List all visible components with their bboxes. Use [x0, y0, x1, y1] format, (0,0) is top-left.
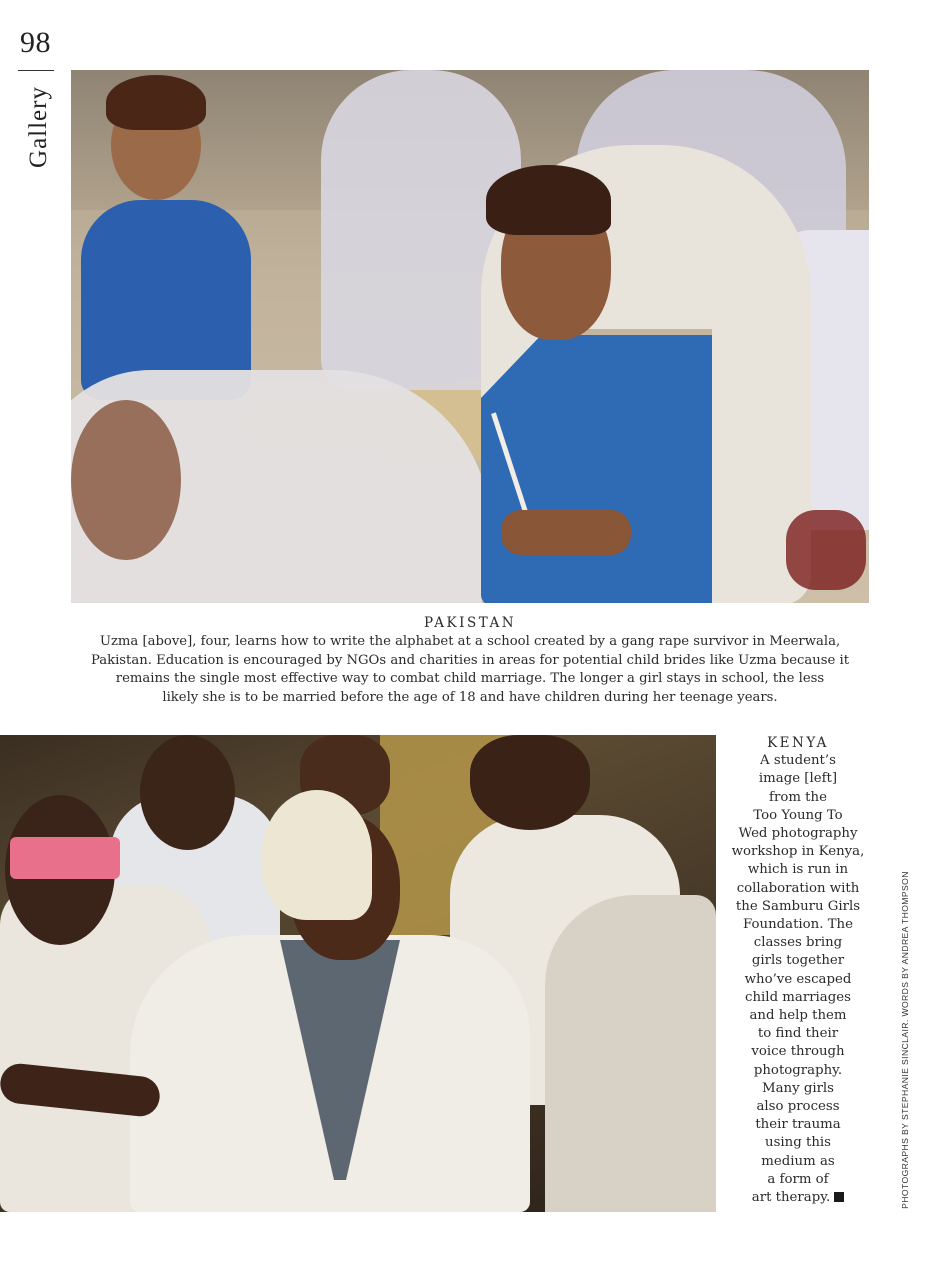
end-mark-icon	[834, 1192, 844, 1202]
kenya-caption-line: voice through	[751, 1044, 845, 1060]
photo-boy-hair	[106, 75, 206, 130]
kenya-caption-line: and help them	[749, 1008, 847, 1024]
kenya-caption-last-line	[728, 1189, 868, 1207]
pakistan-caption	[70, 614, 870, 707]
photo-girl-right-head	[470, 735, 590, 830]
photo-foreground-face	[71, 400, 181, 560]
pakistan-photo	[71, 70, 869, 603]
section-label	[19, 82, 59, 172]
kenya-caption-line: Many girls	[761, 1080, 835, 1096]
kenya-caption-line: the Samburu Girls	[735, 898, 861, 914]
photo-girl-hands	[501, 510, 631, 555]
photo-pink-headband	[10, 837, 120, 879]
kenya-caption-line: Foundation. The	[743, 917, 853, 933]
kenya-caption-line: their trauma	[755, 1117, 841, 1133]
kenya-caption-line: A student’s	[760, 753, 836, 769]
kenya-caption-line: also process	[756, 1099, 840, 1115]
photo-right-edge-figure	[545, 895, 716, 1212]
pakistan-heading: PAKISTAN	[423, 615, 517, 631]
kenya-caption-line: who’ve escaped	[744, 971, 852, 987]
kenya-caption-line: Too Young To	[753, 807, 843, 823]
kenya-caption-line: Wed photography	[738, 826, 858, 842]
kenya-caption-line: which is run in	[747, 862, 849, 878]
pakistan-caption-line: likely she is to be married before the age of 18 and have children during her teenage years.	[162, 689, 778, 705]
kenya-heading: KENYA	[767, 735, 829, 751]
photo-boy-left-head	[140, 735, 235, 850]
kenya-caption-line: a form of	[767, 1171, 829, 1187]
kenya-caption-line: collaboration with	[736, 880, 860, 896]
kenya-caption-line: to find their	[757, 1026, 839, 1042]
kenya-caption-line: child marriages	[745, 989, 851, 1005]
photo-credit-container	[895, 868, 915, 1213]
kenya-caption-line: classes bring	[753, 935, 843, 951]
photo-central-girl-headwrap	[262, 790, 372, 920]
kenya-caption-line: photography.	[753, 1062, 843, 1078]
pakistan-caption-line: remains the single most effective way to combat child marriage. The longer a girl stays in school, the less	[115, 671, 825, 687]
kenya-caption-line: medium as	[761, 1153, 835, 1169]
kenya-caption-line: workshop in Kenya,	[731, 844, 865, 860]
kenya-caption	[728, 734, 868, 1207]
kenya-caption-line: using this	[765, 1135, 831, 1151]
kenya-caption-line: from the	[769, 789, 827, 805]
photo-credit: PHOTOGRAPHS BY STEPHANIE SINCLAIR. WORDS BY ANDREA THOMPSON	[900, 871, 910, 1209]
page-number: 98	[20, 26, 51, 59]
kenya-photo	[0, 735, 716, 1212]
section-label-text: Gallery	[25, 86, 52, 168]
kenya-caption-line: girls together	[751, 953, 845, 969]
kenya-caption-line: art therapy.	[751, 1190, 831, 1206]
kenya-caption-line: image [left]	[758, 771, 838, 787]
photo-girl-hair	[486, 165, 611, 235]
photo-red-cloth	[786, 510, 866, 590]
pakistan-caption-line: Pakistan. Education is encouraged by NGOs and charities in areas for potential child brides like Uzma because it	[90, 652, 850, 668]
pakistan-caption-line: Uzma [above], four, learns how to write the alphabet at a school created by a gang rape survivor in Meerwala,	[99, 634, 841, 650]
section-divider	[18, 70, 54, 71]
